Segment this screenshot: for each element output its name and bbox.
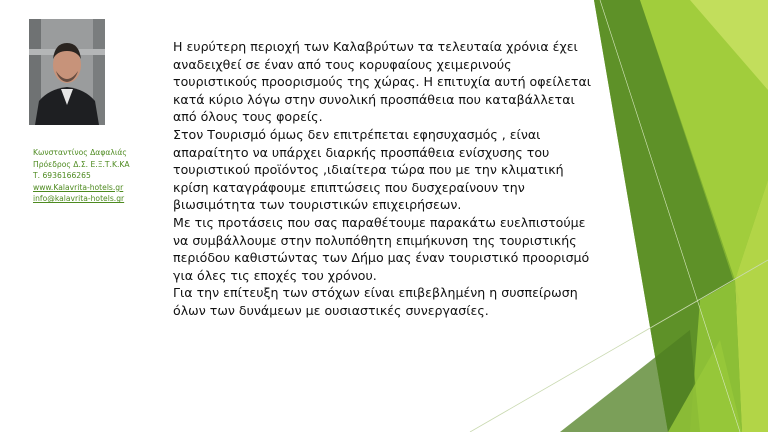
person-portrait-image xyxy=(29,19,105,125)
contact-name: Κωνσταντίνος Δαφαλιάς xyxy=(33,148,127,157)
contact-title: Πρόεδρος Δ.Σ. Ε.Ξ.Τ.Κ.ΚΑ xyxy=(33,159,130,169)
paragraph-3: Με τις προτάσεις που σας παραθέτουμε παρακάτω ευελπιστούμε να συμβάλλουμε στην πολυπόθητη επιμήκυνση της τουριστικής περιόδου καθιστώντας των Δήμο μας έναν τουριστικό προορισμό για όλες τις εποχές του χρόνου. xyxy=(173,214,590,283)
profile-photo xyxy=(29,19,105,125)
contact-phone: Τ. 6936166265 xyxy=(33,171,91,181)
contact-info xyxy=(33,147,130,205)
paragraph-4: Για την επίτευξη των στόχων είναι επιβεβλημένη η συσπείρωση όλων των δυνάμεων με ουσιαστικές συνεργασίες. xyxy=(173,285,578,318)
email-link[interactable]: info@kalavrita-hotels.gr xyxy=(33,194,125,204)
website-link[interactable]: www.Kalavrita-hotels.gr xyxy=(33,182,124,192)
paragraph-1: Η ευρύτερη περιοχή των Καλαβρύτων τα τελευταία χρόνια έχει αναδειχθεί σε έναν από τους κορυφαίους χειμερινούς τουριστικούς προορισμούς της χώρας. Η επιτυχία αυτή οφείλεται κατά κύριο λόγω στην συνολική προσπάθεια που καταβάλλεται από όλους τους φορείς. xyxy=(173,39,592,125)
paragraph-2: Στον Τουρισμό όμως δεν επιτρέπεται εφησυχασμός , είναι απαραίτητο να υπάρχει διαρκής προσπάθεια ενίσχυσης του τουριστικού προϊόντος ,ιδιαίτερα τώρα που με την κλιματική κρίση καταγράφουμε επιπτώσεις που δυσχεραίνουν την βιωσιμότητα των τουριστικών επιχειρήσεων. xyxy=(173,126,564,213)
main-text xyxy=(173,38,593,320)
